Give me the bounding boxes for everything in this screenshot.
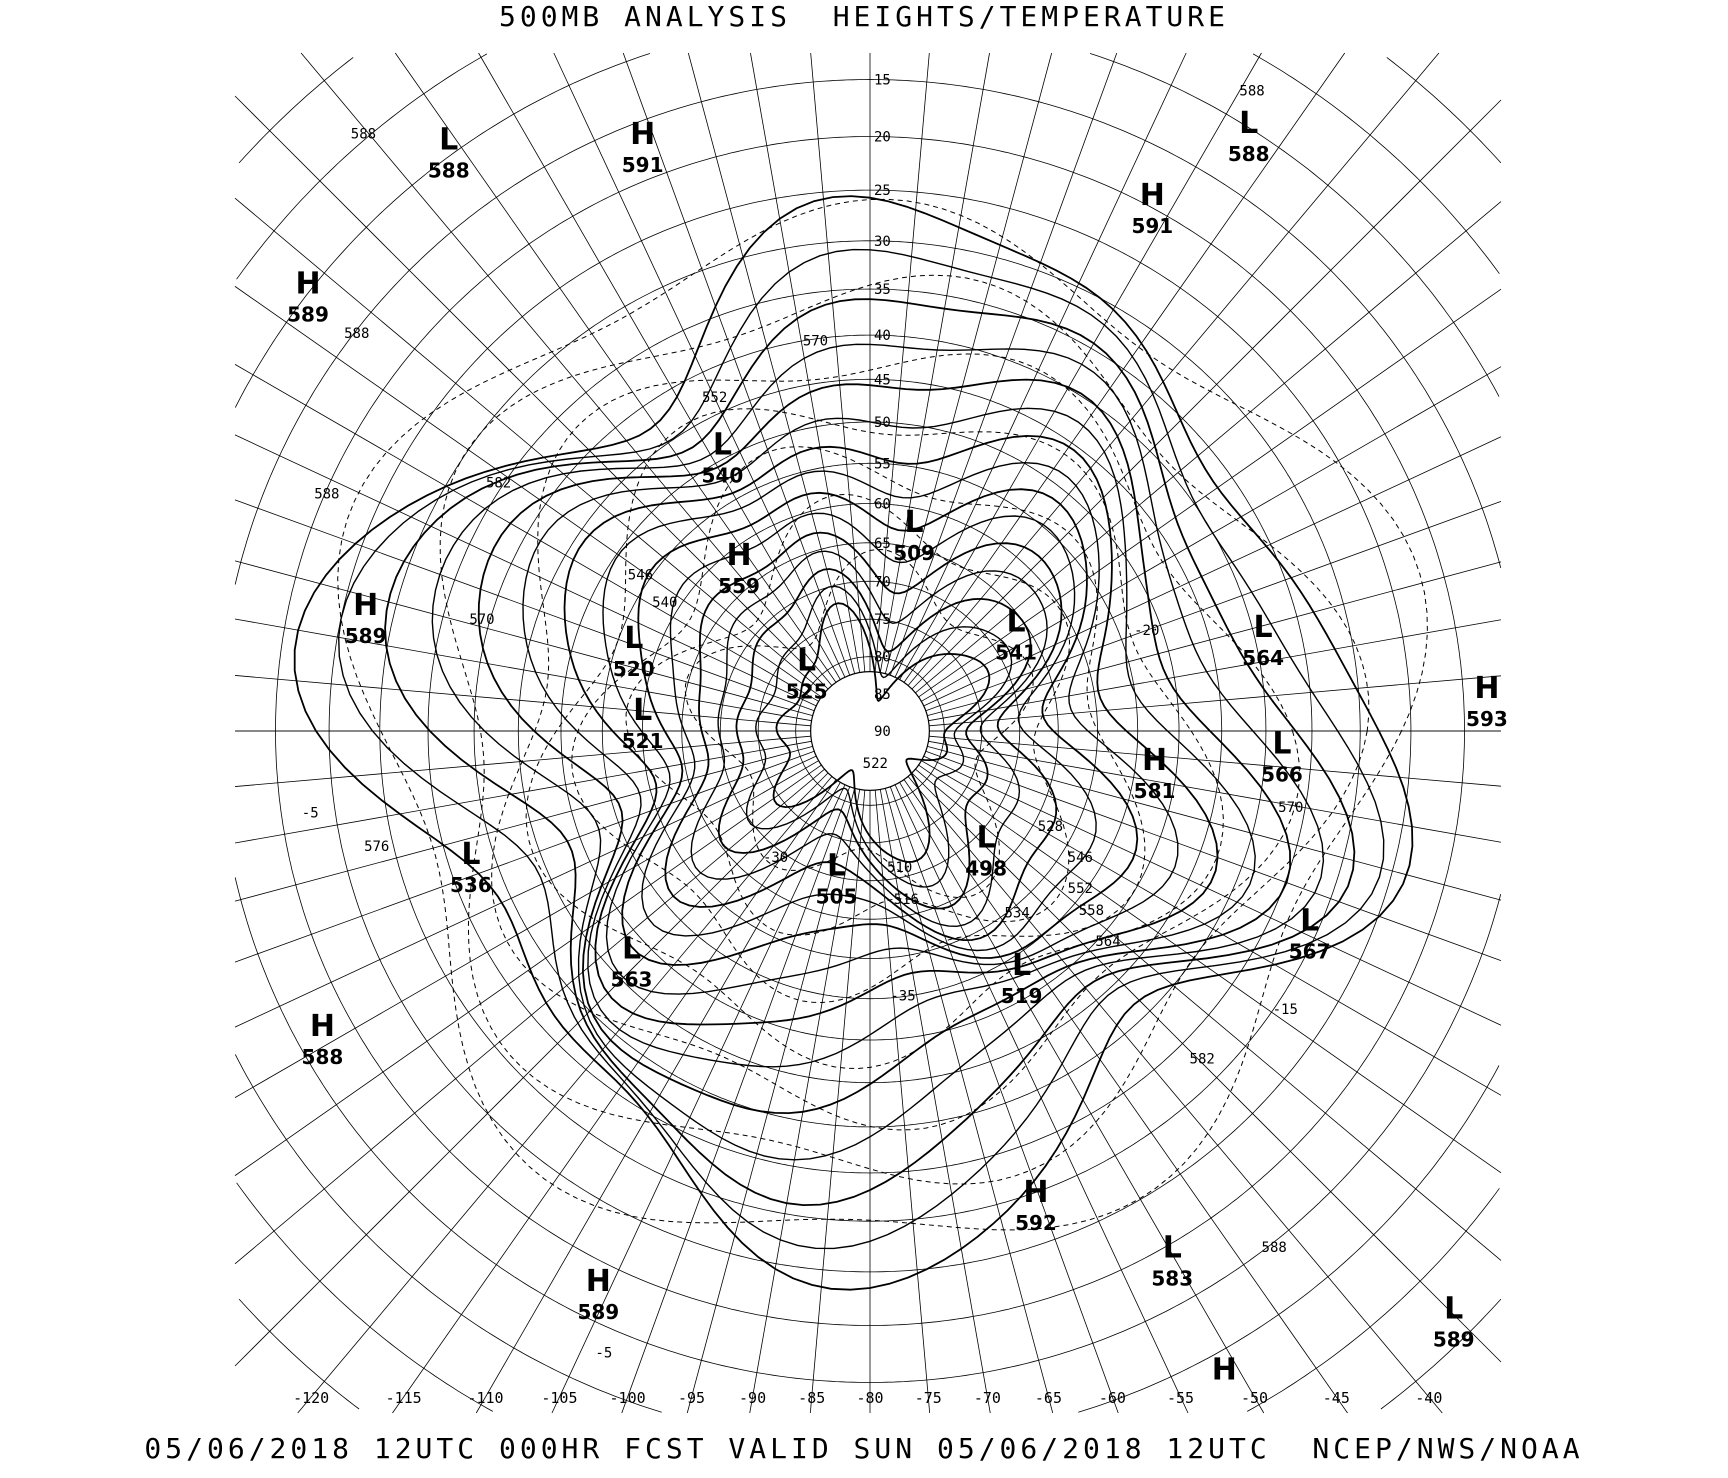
meridian-line	[235, 746, 813, 901]
latitude-label: 75	[874, 612, 891, 629]
meridian-line	[927, 746, 1501, 900]
pressure-center-high	[577, 1264, 619, 1324]
meridian-line	[928, 741, 1501, 842]
longitude-label: -80	[856, 1389, 884, 1407]
latitude-label: 45	[874, 372, 891, 389]
latitude-label: 25	[874, 183, 891, 200]
meridian-line	[750, 53, 859, 673]
center-value: 589	[1432, 1327, 1475, 1352]
contour-label: 570	[802, 333, 829, 350]
contour-label: 546	[627, 567, 654, 584]
center-value: 505	[815, 884, 858, 909]
meridian-line	[919, 765, 1501, 1173]
low-symbol: L	[797, 643, 817, 679]
contour-label: 582	[485, 475, 512, 492]
meridian-line	[912, 100, 1501, 689]
contour-label: -20	[1134, 622, 1160, 639]
valid-time-footer: 05/06/2018 12UTC 000HR FCST VALID SUN 05/06/2018 12UTC NCEP/NWS/NOAA	[144, 1432, 1584, 1465]
meridian-line	[235, 96, 828, 689]
pressure-center-high	[1466, 671, 1508, 731]
meridian-line	[479, 53, 841, 680]
contour-label: 528	[1037, 819, 1064, 835]
contour-label: -5	[595, 1345, 613, 1362]
high-symbol: H	[309, 1008, 335, 1044]
low-symbol: L	[461, 837, 481, 873]
low-symbol: L	[624, 621, 644, 657]
contour-label: -35	[890, 988, 916, 1005]
latitude-label: 65	[874, 535, 891, 552]
pressure-center-low	[1289, 904, 1331, 964]
pressure-center-low	[1228, 106, 1270, 166]
center-value: 520	[612, 657, 655, 682]
longitude-label: -115	[385, 1389, 422, 1407]
meridian-line	[895, 53, 1186, 677]
pressure-center-low	[613, 621, 655, 681]
center-value: 519	[1000, 984, 1043, 1009]
contour-label: 558	[1078, 903, 1105, 920]
pressure-center-low	[1261, 726, 1303, 786]
latitude-label: 60	[874, 496, 891, 513]
longitude-label: -110	[467, 1389, 504, 1407]
meridian-line	[904, 53, 1345, 682]
center-value: 593	[1466, 707, 1508, 732]
contour-label: 582	[1189, 1051, 1215, 1068]
latitude-label: 85	[874, 686, 891, 703]
meridian-line	[235, 675, 811, 725]
center-value: 521	[621, 729, 664, 754]
center-value: 589	[577, 1299, 620, 1324]
center-value: 589	[287, 302, 329, 327]
contour-label: 552	[702, 390, 728, 407]
low-symbol: L	[1300, 903, 1320, 939]
center-value: 567	[1288, 939, 1331, 964]
pressure-center-low	[893, 505, 935, 565]
low-symbol: L	[712, 427, 732, 463]
latitude-label: 20	[874, 129, 891, 146]
longitude-label: -100	[609, 1389, 646, 1407]
high-symbol: H	[1023, 1175, 1049, 1211]
pressure-center-low	[1001, 948, 1043, 1008]
meridian-line	[885, 53, 1051, 674]
center-value: 536	[450, 873, 492, 898]
high-symbol: H	[1211, 1352, 1237, 1388]
meridian-line	[298, 776, 832, 1413]
center-value: 559	[718, 574, 760, 599]
low-symbol: L	[633, 693, 653, 729]
contour-label: 534	[1004, 905, 1030, 922]
meridian-line	[395, 53, 836, 682]
high-symbol: H	[630, 117, 656, 153]
latitude-label: 80	[874, 649, 891, 666]
longitude-label: -60	[1098, 1389, 1126, 1407]
low-symbol: L	[1239, 105, 1259, 141]
contour-label: 570	[469, 611, 495, 628]
high-symbol: H	[353, 587, 379, 623]
contour-label: 510	[887, 859, 913, 876]
latitude-label: 30	[874, 233, 891, 250]
high-symbol: H	[1474, 671, 1500, 707]
center-value: 563	[610, 967, 653, 992]
meridian-line	[915, 202, 1501, 693]
meridian-line	[929, 736, 1501, 786]
center-value: 592	[1015, 1211, 1057, 1236]
low-symbol: L	[1012, 948, 1032, 984]
pressure-center-high	[1131, 178, 1173, 238]
contour-label: 540	[652, 595, 678, 612]
pressure-center-high	[345, 588, 387, 648]
meridian-line	[895, 785, 1188, 1413]
latitude-label: 50	[874, 414, 891, 431]
center-value: 591	[1131, 213, 1174, 238]
pressure-center-low	[428, 123, 470, 183]
meridian-line	[924, 437, 1501, 706]
high-symbol: H	[1139, 177, 1165, 213]
low-symbol: L	[1162, 1230, 1182, 1266]
contour-label: -15	[1272, 1001, 1298, 1018]
contour-label: -5	[301, 805, 319, 822]
longitude-label: -50	[1240, 1389, 1269, 1407]
center-value: 541	[995, 640, 1037, 665]
low-symbol: L	[1253, 610, 1273, 646]
meridian-line	[688, 53, 854, 674]
center-value: 581	[1133, 779, 1176, 804]
center-value: 509	[893, 540, 935, 565]
longitude-label: -85	[798, 1389, 826, 1407]
center-value: 589	[344, 623, 387, 648]
center-value: 583	[1151, 1266, 1194, 1291]
latitude-label: 70	[874, 574, 891, 591]
chart-title: 500MB ANALYSIS HEIGHTS/TEMPERATURE	[498, 0, 1229, 33]
meridian-line	[476, 782, 840, 1413]
pressure-center-low	[622, 693, 664, 753]
contour-label: 588	[350, 126, 377, 143]
high-symbol: H	[726, 538, 752, 574]
contour-label: 546	[1067, 850, 1093, 867]
latitude-label: 40	[874, 328, 891, 345]
pressure-center-low	[816, 848, 858, 908]
latitude-label: 35	[874, 282, 891, 299]
center-value: 588	[301, 1044, 344, 1069]
longitude-label: -70	[973, 1389, 1001, 1407]
low-symbol: L	[826, 848, 847, 884]
meridian-line	[235, 765, 821, 1176]
longitude-label: -55	[1167, 1389, 1195, 1407]
pressure-center-low	[702, 427, 744, 487]
contour-label: -30	[762, 850, 789, 867]
contour-label: 522	[862, 755, 888, 772]
meridian-line	[875, 790, 929, 1413]
low-symbol: L	[904, 504, 924, 540]
meridian-line	[235, 619, 812, 721]
low-symbol: L	[439, 122, 459, 158]
pressure-center-low	[1151, 1231, 1193, 1291]
pressure-center-low	[450, 837, 492, 897]
longitude-label: -40	[1415, 1389, 1443, 1407]
contour-label: 588	[1261, 1240, 1287, 1257]
contour-label: 588	[314, 486, 340, 503]
meridian-line	[880, 789, 990, 1413]
low-symbol: L	[976, 820, 996, 856]
contour-label: 588	[344, 325, 370, 342]
center-value: 566	[1261, 762, 1303, 787]
longitude-label: -120	[293, 1389, 330, 1407]
meridian-line	[885, 788, 1052, 1413]
pressure-center-high	[1212, 1352, 1237, 1387]
high-symbol: H	[1141, 743, 1168, 779]
low-symbol: L	[1272, 726, 1292, 762]
low-symbol: L	[621, 931, 642, 967]
pressure-center-low	[995, 605, 1037, 665]
contour-label: 552	[1067, 881, 1093, 898]
center-value: 591	[621, 153, 664, 178]
longitude-label: -65	[1034, 1389, 1063, 1407]
longitude-label: -95	[677, 1389, 706, 1407]
contour-label: 516	[893, 892, 919, 909]
pressure-center-low	[611, 931, 653, 991]
longitude-label: -90	[739, 1389, 767, 1407]
lat-lon-grid	[235, 53, 1501, 1413]
center-value: 525	[785, 679, 828, 704]
center-value: 564	[1242, 646, 1284, 671]
low-symbol: L	[1006, 604, 1026, 640]
contour-label: 588	[1239, 83, 1265, 100]
high-symbol: H	[295, 266, 321, 302]
center-value: 588	[427, 158, 470, 183]
latitude-label: 15	[874, 72, 891, 89]
longitude-label: -45	[1322, 1389, 1350, 1407]
contour-label: 570	[1278, 800, 1304, 817]
latitude-label: 90	[874, 724, 891, 740]
center-value: 498	[965, 856, 1007, 881]
center-value: 588	[1227, 141, 1270, 166]
pressure-center-high	[1015, 1175, 1057, 1235]
meridian-line	[880, 53, 989, 673]
meridian-line	[900, 782, 1264, 1413]
contour-label: 564	[1095, 934, 1121, 951]
latitude-label: 55	[874, 456, 891, 473]
longitude-label: -105	[541, 1389, 578, 1407]
pressure-center-high	[1134, 743, 1176, 803]
meridian-line	[235, 741, 812, 843]
center-value: 540	[701, 463, 744, 488]
pressure-center-low	[1242, 610, 1284, 670]
contour-label: 576	[364, 838, 390, 855]
meridian-line	[554, 53, 845, 677]
longitude-label: -75	[914, 1389, 942, 1407]
high-symbol: H	[585, 1263, 611, 1299]
low-symbol: L	[1444, 1291, 1464, 1327]
